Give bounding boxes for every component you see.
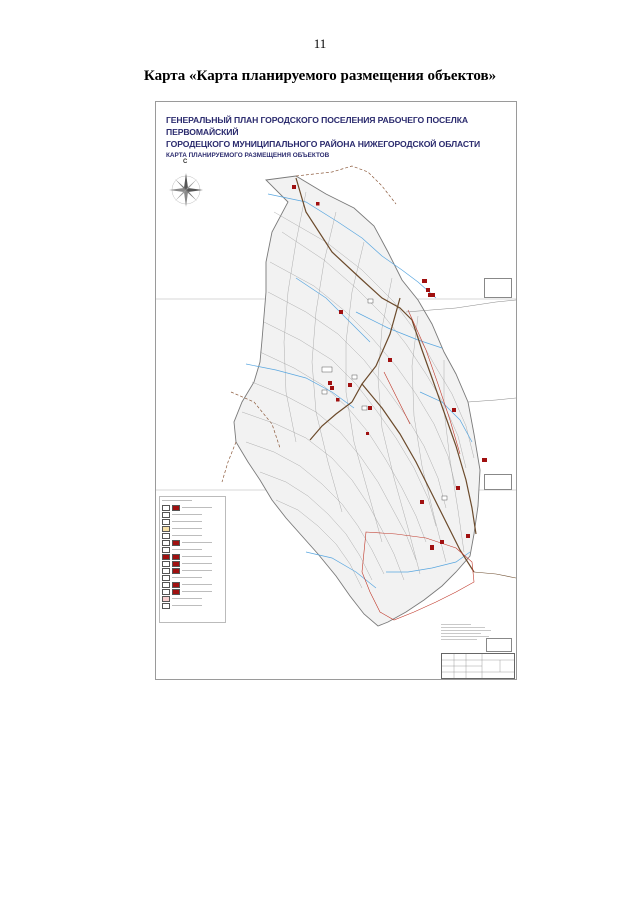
legend-row: [160, 560, 225, 567]
map-sheet: [155, 101, 517, 680]
settlement-territory: [234, 176, 480, 626]
compass-icon: [169, 173, 203, 207]
map-title-line2: ГОРОДЕЦКОГО МУНИЦИПАЛЬНОГО РАЙОНА НИЖЕГОРОДСКОЙ ОБЛАСТИ: [166, 139, 481, 149]
map-header: [166, 114, 511, 161]
legend-row: [160, 504, 225, 511]
legend-row: [160, 581, 225, 588]
legend-row: [160, 574, 225, 581]
document-title: Карта «Карта планируемого размещения объектов»: [143, 68, 497, 84]
legend-row: [160, 602, 225, 609]
legend-row: [160, 497, 225, 504]
legend-row: [160, 553, 225, 560]
legend-row: [160, 539, 225, 546]
legend-row: [160, 588, 225, 595]
map-title-line1: ГЕНЕРАЛЬНЫЙ ПЛАН ГОРОДСКОГО ПОСЕЛЕНИЯ РАБОЧЕГО ПОСЕЛКА ПЕРВОМАЙСКИЙ: [166, 115, 468, 137]
legend-row: [160, 511, 225, 518]
legend-row: [160, 518, 225, 525]
side-table-bottom: [484, 474, 512, 490]
page-number: 11: [313, 36, 327, 51]
legend-row: [160, 595, 225, 602]
title-block-stamp: [441, 653, 515, 679]
map-legend: [159, 496, 226, 623]
map-subtitle: КАРТА ПЛАНИРУЕМОГО РАЗМЕЩЕНИЯ ОБЪЕКТОВ: [166, 152, 330, 159]
side-table-top: [484, 278, 512, 298]
legend-row: [160, 532, 225, 539]
north-label: С: [183, 159, 188, 165]
legend-row: [160, 546, 225, 553]
map-notes: [441, 624, 501, 642]
legend-row: [160, 525, 225, 532]
legend-row: [160, 567, 225, 574]
